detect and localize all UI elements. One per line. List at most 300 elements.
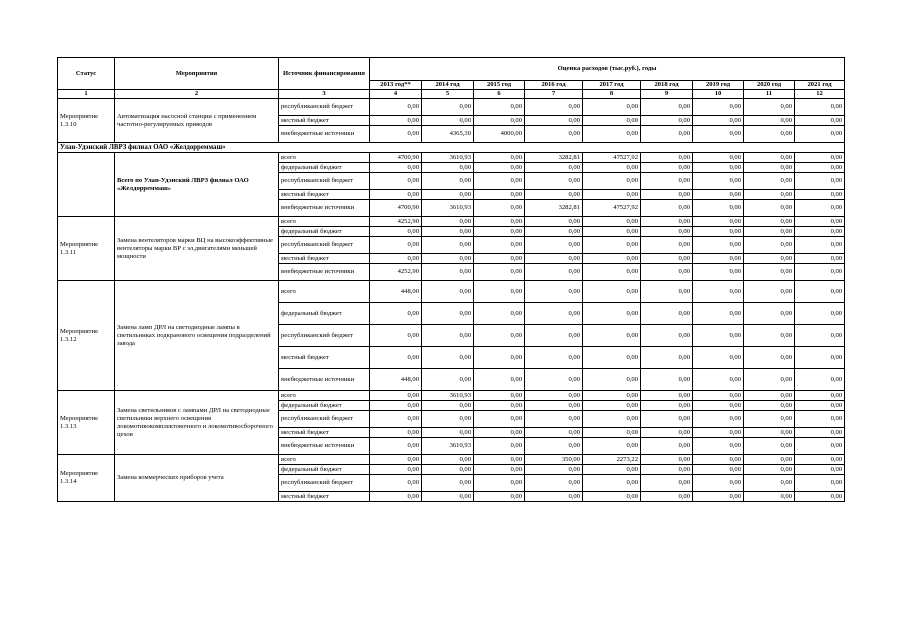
value-cell: 0,00 xyxy=(641,116,693,126)
value-cell: 0,00 xyxy=(744,475,795,492)
value-cell: 0,00 xyxy=(525,428,583,438)
status-cell: Мероприятие 1.3.11 xyxy=(58,217,115,281)
value-cell: 0,00 xyxy=(474,401,525,411)
value-cell: 3610,93 xyxy=(422,200,474,217)
value-cell: 0,00 xyxy=(583,465,641,475)
value-cell: 0,00 xyxy=(370,465,422,475)
column-index: 9 xyxy=(641,90,693,99)
value-cell: 0,00 xyxy=(474,428,525,438)
table-row xyxy=(58,99,845,116)
column-index: 11 xyxy=(744,90,795,99)
budget-sheet xyxy=(57,57,844,502)
value-cell: 0,00 xyxy=(693,227,744,237)
budget-table xyxy=(57,57,845,502)
value-cell: 0,00 xyxy=(474,227,525,237)
value-cell: 0,00 xyxy=(583,428,641,438)
value-cell: 0,00 xyxy=(693,303,744,325)
value-cell: 0,00 xyxy=(795,227,845,237)
value-cell: 0,00 xyxy=(525,217,583,227)
value-cell: 0,00 xyxy=(422,237,474,254)
year-header: 2020 год xyxy=(744,81,795,90)
column-index: 8 xyxy=(583,90,641,99)
value-cell: 0,00 xyxy=(370,391,422,401)
value-cell: 0,00 xyxy=(474,99,525,116)
value-cell: 0,00 xyxy=(583,264,641,281)
value-cell: 0,00 xyxy=(474,475,525,492)
value-cell: 0,00 xyxy=(795,163,845,173)
value-cell: 0,00 xyxy=(744,264,795,281)
value-cell: 0,00 xyxy=(641,438,693,455)
value-cell: 0,00 xyxy=(370,303,422,325)
value-cell: 3610,93 xyxy=(422,438,474,455)
column-index: 12 xyxy=(795,90,845,99)
value-cell: 0,00 xyxy=(525,227,583,237)
value-cell: 0,00 xyxy=(525,411,583,428)
value-cell: 0,00 xyxy=(474,173,525,190)
value-cell: 0,00 xyxy=(744,126,795,143)
value-cell: 0,00 xyxy=(422,254,474,264)
value-cell: 0,00 xyxy=(641,303,693,325)
value-cell: 0,00 xyxy=(693,163,744,173)
value-cell: 0,00 xyxy=(641,369,693,391)
source-cell: всего xyxy=(279,153,370,163)
value-cell: 0,00 xyxy=(474,303,525,325)
value-cell: 4365,30 xyxy=(422,126,474,143)
value-cell: 0,00 xyxy=(422,455,474,465)
value-cell: 0,00 xyxy=(583,438,641,455)
source-cell: местный бюджет xyxy=(279,428,370,438)
value-cell: 0,00 xyxy=(641,99,693,116)
value-cell: 0,00 xyxy=(422,325,474,347)
value-cell: 0,00 xyxy=(693,237,744,254)
value-cell: 0,00 xyxy=(795,153,845,163)
value-cell: 0,00 xyxy=(525,347,583,369)
value-cell: 4252,90 xyxy=(370,217,422,227)
column-index: 5 xyxy=(422,90,474,99)
value-cell: 0,00 xyxy=(583,163,641,173)
table-row xyxy=(58,455,845,465)
value-cell: 3610,93 xyxy=(422,153,474,163)
value-cell: 0,00 xyxy=(583,325,641,347)
value-cell: 0,00 xyxy=(641,391,693,401)
value-cell: 0,00 xyxy=(693,99,744,116)
value-cell: 0,00 xyxy=(641,325,693,347)
status-cell: Мероприятие 1.3.10 xyxy=(58,99,115,143)
year-header: 2016 год xyxy=(525,81,583,90)
table-row xyxy=(58,391,845,401)
source-cell: республиканский бюджет xyxy=(279,411,370,428)
source-cell: федеральный бюджет xyxy=(279,465,370,475)
value-cell: 0,00 xyxy=(370,190,422,200)
year-header: 2015 год xyxy=(474,81,525,90)
value-cell: 0,00 xyxy=(583,254,641,264)
source-cell: всего xyxy=(279,281,370,303)
column-index: 10 xyxy=(693,90,744,99)
value-cell: 0,00 xyxy=(583,347,641,369)
value-cell: 0,00 xyxy=(583,173,641,190)
value-cell: 0,00 xyxy=(370,116,422,126)
status-cell: Мероприятие 1.3.14 xyxy=(58,455,115,502)
value-cell: 0,00 xyxy=(525,173,583,190)
year-header: 2019 год xyxy=(693,81,744,90)
source-cell: республиканский бюджет xyxy=(279,475,370,492)
value-cell: 0,00 xyxy=(744,391,795,401)
value-cell: 0,00 xyxy=(693,391,744,401)
value-cell: 0,00 xyxy=(641,428,693,438)
event-cell: Замена светильников с лампами ДРЛ на светодиодные светильники верхнего освещения локомотивокомплектовочного и локомотивосборочного цехов xyxy=(115,391,279,455)
value-cell: 0,00 xyxy=(422,227,474,237)
source-cell: внебюджетные источники xyxy=(279,438,370,455)
value-cell: 47527,92 xyxy=(583,200,641,217)
value-cell: 0,00 xyxy=(370,254,422,264)
source-cell: местный бюджет xyxy=(279,190,370,200)
value-cell: 0,00 xyxy=(693,369,744,391)
value-cell: 0,00 xyxy=(795,264,845,281)
value-cell: 0,00 xyxy=(525,465,583,475)
value-cell: 0,00 xyxy=(474,153,525,163)
source-cell: внебюджетные источники xyxy=(279,200,370,217)
value-cell: 0,00 xyxy=(795,438,845,455)
status-cell: Мероприятие 1.3.13 xyxy=(58,391,115,455)
event-cell: Замена коммерческих приборов учета xyxy=(115,455,279,502)
value-cell: 0,00 xyxy=(583,281,641,303)
value-cell: 0,00 xyxy=(693,428,744,438)
value-cell: 0,00 xyxy=(795,391,845,401)
value-cell: 0,00 xyxy=(474,391,525,401)
column-index: 4 xyxy=(370,90,422,99)
value-cell: 0,00 xyxy=(474,217,525,227)
column-index-row xyxy=(58,90,845,99)
column-index: 1 xyxy=(58,90,115,99)
value-cell: 0,00 xyxy=(641,281,693,303)
source-cell: местный бюджет xyxy=(279,492,370,502)
value-cell: 0,00 xyxy=(525,492,583,502)
value-cell: 0,00 xyxy=(693,475,744,492)
value-cell: 0,00 xyxy=(693,401,744,411)
status-cell: Мероприятие 1.3.12 xyxy=(58,281,115,391)
value-cell: 0,00 xyxy=(583,411,641,428)
table-row xyxy=(58,281,845,303)
value-cell: 0,00 xyxy=(744,303,795,325)
value-cell: 0,00 xyxy=(744,254,795,264)
value-cell: 0,00 xyxy=(641,217,693,227)
value-cell: 0,00 xyxy=(370,475,422,492)
value-cell: 0,00 xyxy=(744,347,795,369)
value-cell: 0,00 xyxy=(795,347,845,369)
value-cell: 4700,90 xyxy=(370,153,422,163)
value-cell: 0,00 xyxy=(583,391,641,401)
source-header: Источник финансирования xyxy=(279,58,370,90)
value-cell: 0,00 xyxy=(744,438,795,455)
value-cell: 448,00 xyxy=(370,281,422,303)
source-cell: федеральный бюджет xyxy=(279,227,370,237)
value-cell: 0,00 xyxy=(641,173,693,190)
status-cell xyxy=(58,153,115,217)
year-header: 2021 год xyxy=(795,81,845,90)
value-cell: 0,00 xyxy=(422,401,474,411)
value-cell: 0,00 xyxy=(641,153,693,163)
value-cell: 0,00 xyxy=(583,237,641,254)
value-cell: 0,00 xyxy=(693,116,744,126)
value-cell: 0,00 xyxy=(641,254,693,264)
value-cell: 0,00 xyxy=(795,99,845,116)
value-cell: 0,00 xyxy=(370,325,422,347)
value-cell: 47527,92 xyxy=(583,153,641,163)
value-cell: 0,00 xyxy=(370,428,422,438)
value-cell: 0,00 xyxy=(474,190,525,200)
value-cell: 0,00 xyxy=(583,492,641,502)
value-cell: 0,00 xyxy=(795,401,845,411)
event-cell: Замена ламп ДРЛ на светодиодные лампы в светильниках подкранового освещения подразделений завода xyxy=(115,281,279,391)
value-cell: 0,00 xyxy=(744,281,795,303)
value-cell: 0,00 xyxy=(474,163,525,173)
value-cell: 0,00 xyxy=(641,475,693,492)
value-cell: 0,00 xyxy=(583,369,641,391)
value-cell: 0,00 xyxy=(370,492,422,502)
value-cell: 0,00 xyxy=(422,163,474,173)
value-cell: 0,00 xyxy=(795,116,845,126)
value-cell: 0,00 xyxy=(641,411,693,428)
value-cell: 0,00 xyxy=(641,237,693,254)
source-cell: республиканский бюджет xyxy=(279,325,370,347)
value-cell: 0,00 xyxy=(641,492,693,502)
section-row xyxy=(58,143,845,153)
value-cell: 0,00 xyxy=(641,200,693,217)
value-cell: 0,00 xyxy=(422,369,474,391)
value-cell: 0,00 xyxy=(525,325,583,347)
value-cell: 4252,90 xyxy=(370,264,422,281)
value-cell: 0,00 xyxy=(641,465,693,475)
value-cell: 0,00 xyxy=(525,401,583,411)
value-cell: 4000,00 xyxy=(474,126,525,143)
value-cell: 0,00 xyxy=(693,264,744,281)
value-cell: 0,00 xyxy=(525,369,583,391)
source-cell: местный бюджет xyxy=(279,347,370,369)
source-cell: федеральный бюджет xyxy=(279,303,370,325)
year-header: 2017 год xyxy=(583,81,641,90)
source-cell: всего xyxy=(279,455,370,465)
value-cell: 3282,81 xyxy=(525,200,583,217)
value-cell: 0,00 xyxy=(474,200,525,217)
value-cell: 0,00 xyxy=(744,401,795,411)
value-cell: 0,00 xyxy=(641,163,693,173)
estimate-header: Оценка расходов (тыс.руб.), годы xyxy=(370,58,845,81)
value-cell: 0,00 xyxy=(641,264,693,281)
value-cell: 0,00 xyxy=(474,369,525,391)
value-cell: 0,00 xyxy=(422,116,474,126)
value-cell: 0,00 xyxy=(525,264,583,281)
value-cell: 0,00 xyxy=(795,492,845,502)
value-cell: 0,00 xyxy=(744,237,795,254)
status-header: Статус xyxy=(58,58,115,90)
value-cell: 0,00 xyxy=(744,99,795,116)
value-cell: 0,00 xyxy=(370,237,422,254)
value-cell: 0,00 xyxy=(744,116,795,126)
value-cell: 0,00 xyxy=(795,173,845,190)
value-cell: 0,00 xyxy=(474,325,525,347)
value-cell: 0,00 xyxy=(525,391,583,401)
value-cell: 0,00 xyxy=(474,465,525,475)
source-cell: внебюджетные источники xyxy=(279,264,370,281)
value-cell: 448,00 xyxy=(370,369,422,391)
value-cell: 0,00 xyxy=(370,411,422,428)
value-cell: 0,00 xyxy=(693,325,744,347)
column-index: 6 xyxy=(474,90,525,99)
source-cell: республиканский бюджет xyxy=(279,99,370,116)
value-cell: 0,00 xyxy=(641,347,693,369)
source-cell: внебюджетные источники xyxy=(279,369,370,391)
value-cell: 0,00 xyxy=(370,401,422,411)
value-cell: 0,00 xyxy=(795,325,845,347)
value-cell: 0,00 xyxy=(795,303,845,325)
value-cell: 0,00 xyxy=(583,99,641,116)
section-title: Улан-Удэнский ЛВРЗ филиал ОАО «Желдорреммаш» xyxy=(58,143,845,153)
value-cell: 3610,93 xyxy=(422,391,474,401)
value-cell: 0,00 xyxy=(693,492,744,502)
value-cell: 0,00 xyxy=(744,455,795,465)
value-cell: 0,00 xyxy=(693,200,744,217)
value-cell: 0,00 xyxy=(795,475,845,492)
value-cell: 0,00 xyxy=(641,455,693,465)
value-cell: 0,00 xyxy=(422,264,474,281)
value-cell: 0,00 xyxy=(370,173,422,190)
value-cell: 0,00 xyxy=(795,428,845,438)
value-cell: 0,00 xyxy=(744,227,795,237)
column-index: 3 xyxy=(279,90,370,99)
value-cell: 0,00 xyxy=(693,347,744,369)
header-row xyxy=(58,58,845,81)
value-cell: 0,00 xyxy=(744,492,795,502)
source-cell: федеральный бюджет xyxy=(279,163,370,173)
value-cell: 0,00 xyxy=(693,190,744,200)
value-cell: 0,00 xyxy=(744,153,795,163)
value-cell: 0,00 xyxy=(641,190,693,200)
value-cell: 0,00 xyxy=(583,475,641,492)
value-cell: 0,00 xyxy=(744,411,795,428)
value-cell: 0,00 xyxy=(474,347,525,369)
value-cell: 0,00 xyxy=(370,347,422,369)
value-cell: 0,00 xyxy=(422,281,474,303)
value-cell: 0,00 xyxy=(795,200,845,217)
value-cell: 0,00 xyxy=(474,411,525,428)
value-cell: 0,00 xyxy=(795,190,845,200)
year-header: 2013 год** xyxy=(370,81,422,90)
value-cell: 0,00 xyxy=(525,475,583,492)
value-cell: 0,00 xyxy=(474,254,525,264)
value-cell: 0,00 xyxy=(370,455,422,465)
value-cell: 0,00 xyxy=(474,438,525,455)
value-cell: 0,00 xyxy=(744,173,795,190)
value-cell: 0,00 xyxy=(422,190,474,200)
table-row xyxy=(58,217,845,227)
value-cell: 0,00 xyxy=(525,190,583,200)
value-cell: 0,00 xyxy=(744,190,795,200)
value-cell: 0,00 xyxy=(525,116,583,126)
value-cell: 0,00 xyxy=(641,401,693,411)
value-cell: 0,00 xyxy=(525,303,583,325)
value-cell: 0,00 xyxy=(583,126,641,143)
value-cell: 0,00 xyxy=(583,303,641,325)
event-cell: Всего по Улан-Удэнский ЛВРЗ филиал ОАО «Желдорреммаш» xyxy=(115,153,279,217)
value-cell: 0,00 xyxy=(422,492,474,502)
source-cell: всего xyxy=(279,391,370,401)
value-cell: 0,00 xyxy=(422,303,474,325)
year-header: 2018 год xyxy=(641,81,693,90)
value-cell: 0,00 xyxy=(641,126,693,143)
value-cell: 0,00 xyxy=(474,492,525,502)
value-cell: 0,00 xyxy=(525,438,583,455)
source-cell: республиканский бюджет xyxy=(279,173,370,190)
value-cell: 0,00 xyxy=(474,455,525,465)
value-cell: 0,00 xyxy=(422,465,474,475)
value-cell: 0,00 xyxy=(583,116,641,126)
value-cell: 0,00 xyxy=(795,281,845,303)
value-cell: 0,00 xyxy=(744,163,795,173)
value-cell: 0,00 xyxy=(583,227,641,237)
value-cell: 0,00 xyxy=(693,455,744,465)
year-header: 2014 год xyxy=(422,81,474,90)
value-cell: 0,00 xyxy=(422,99,474,116)
value-cell: 0,00 xyxy=(525,126,583,143)
value-cell: 0,00 xyxy=(525,237,583,254)
value-cell: 0,00 xyxy=(744,369,795,391)
value-cell: 0,00 xyxy=(525,281,583,303)
value-cell: 0,00 xyxy=(795,217,845,227)
value-cell: 0,00 xyxy=(795,455,845,465)
value-cell: 0,00 xyxy=(474,237,525,254)
column-index: 2 xyxy=(115,90,279,99)
value-cell: 0,00 xyxy=(525,254,583,264)
value-cell: 0,00 xyxy=(693,254,744,264)
value-cell: 0,00 xyxy=(525,163,583,173)
value-cell: 0,00 xyxy=(693,411,744,428)
value-cell: 0,00 xyxy=(422,173,474,190)
value-cell: 0,00 xyxy=(744,465,795,475)
column-index: 7 xyxy=(525,90,583,99)
value-cell: 0,00 xyxy=(744,325,795,347)
value-cell: 350,00 xyxy=(525,455,583,465)
value-cell: 0,00 xyxy=(693,153,744,163)
value-cell: 0,00 xyxy=(693,465,744,475)
value-cell: 0,00 xyxy=(744,428,795,438)
value-cell: 0,00 xyxy=(422,475,474,492)
value-cell: 0,00 xyxy=(693,173,744,190)
source-cell: всего xyxy=(279,217,370,227)
value-cell: 0,00 xyxy=(422,347,474,369)
value-cell: 0,00 xyxy=(583,217,641,227)
value-cell: 0,00 xyxy=(693,438,744,455)
value-cell: 0,00 xyxy=(693,281,744,303)
value-cell: 0,00 xyxy=(422,428,474,438)
value-cell: 0,00 xyxy=(370,227,422,237)
source-cell: местный бюджет xyxy=(279,254,370,264)
source-cell: внебюджетные источники xyxy=(279,126,370,143)
value-cell: 0,00 xyxy=(744,217,795,227)
value-cell: 0,00 xyxy=(795,126,845,143)
value-cell: 0,00 xyxy=(795,254,845,264)
event-cell: Замена вентеляторов марки ВЦ на высокоэффективные вентеляторы марки ВР с эл.двигателями меньшей мощности xyxy=(115,217,279,281)
source-cell: местный бюджет xyxy=(279,116,370,126)
value-cell: 0,00 xyxy=(370,438,422,455)
event-header: Мероприятия xyxy=(115,58,279,90)
value-cell: 0,00 xyxy=(525,99,583,116)
value-cell: 0,00 xyxy=(583,401,641,411)
event-cell: Автоматизация насосной станции с применением частотно-регулируемых приводов xyxy=(115,99,279,143)
value-cell: 0,00 xyxy=(422,411,474,428)
value-cell: 0,00 xyxy=(474,264,525,281)
value-cell: 0,00 xyxy=(370,126,422,143)
value-cell: 0,00 xyxy=(474,281,525,303)
